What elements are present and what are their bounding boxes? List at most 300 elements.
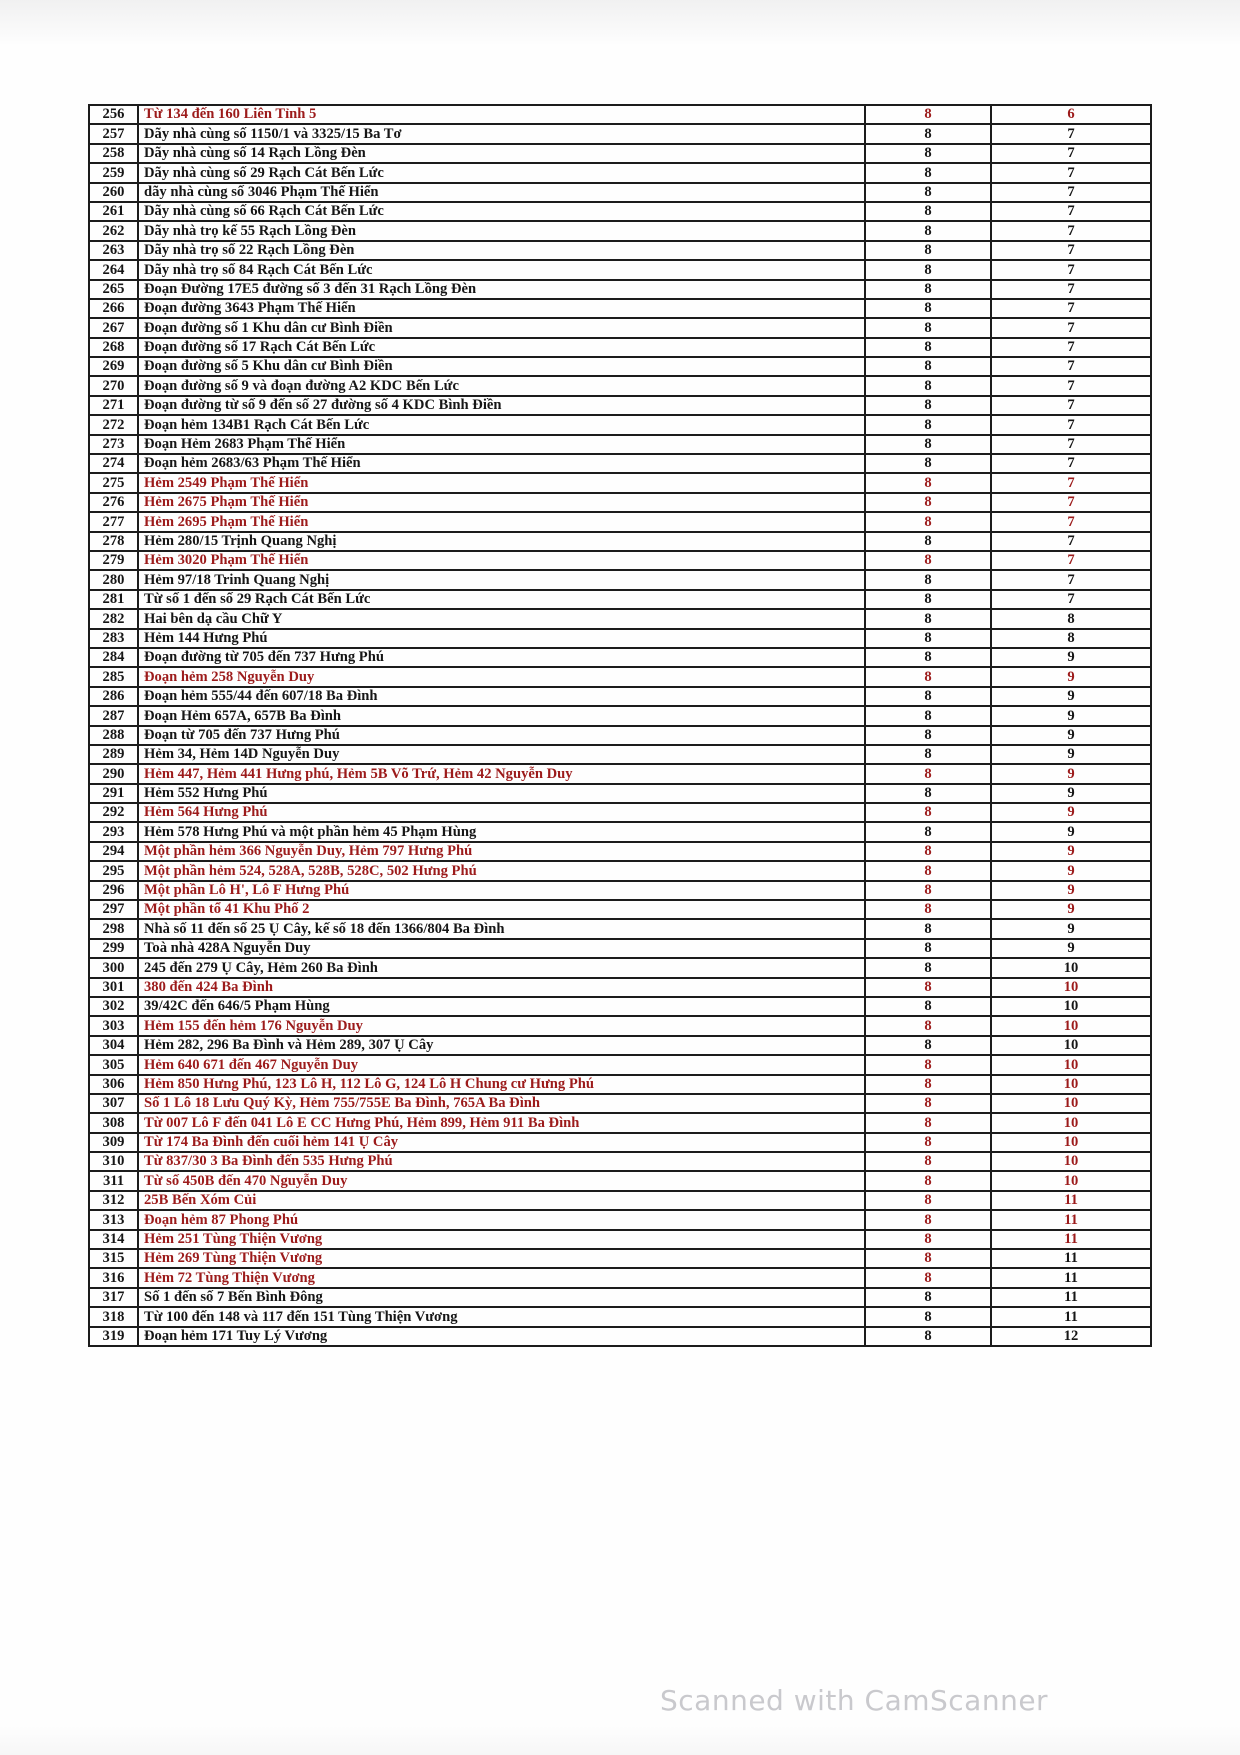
- table-row: [89, 1327, 1151, 1346]
- row-number-cell: 301: [89, 978, 138, 997]
- value1-cell: 8: [865, 1210, 991, 1229]
- table-row: [89, 260, 1151, 279]
- value1-cell: 8: [865, 473, 991, 492]
- street-description-cell: Đoạn hẻm 258 Nguyễn Duy: [138, 667, 865, 686]
- row-number-cell: 309: [89, 1133, 138, 1152]
- row-number-cell: 280: [89, 570, 138, 589]
- value1-cell: 8: [865, 551, 991, 570]
- value1-cell: 8: [865, 512, 991, 531]
- table-row: [89, 784, 1151, 803]
- table-row: [89, 861, 1151, 880]
- row-number-cell: 305: [89, 1055, 138, 1074]
- value1-cell: 8: [865, 144, 991, 163]
- row-number-cell: 261: [89, 202, 138, 221]
- value2-cell: 9: [991, 784, 1151, 803]
- street-description-cell: Hẻm 97/18 Trinh Quang Nghị: [138, 570, 865, 589]
- value1-cell: 8: [865, 299, 991, 318]
- value1-cell: 8: [865, 183, 991, 202]
- value2-cell: 10: [991, 1152, 1151, 1171]
- value1-cell: 8: [865, 221, 991, 240]
- value1-cell: 8: [865, 648, 991, 667]
- value1-cell: 8: [865, 822, 991, 841]
- table-row: [89, 1230, 1151, 1249]
- value1-cell: 8: [865, 861, 991, 880]
- value2-cell: 9: [991, 706, 1151, 725]
- value2-cell: 7: [991, 183, 1151, 202]
- row-number-cell: 282: [89, 609, 138, 628]
- table-row: [89, 1307, 1151, 1326]
- value2-cell: 7: [991, 396, 1151, 415]
- table-row: [89, 726, 1151, 745]
- row-number-cell: 303: [89, 1016, 138, 1035]
- row-number-cell: 290: [89, 764, 138, 783]
- row-number-cell: 307: [89, 1094, 138, 1113]
- street-description-cell: Hẻm 850 Hưng Phú, 123 Lô H, 112 Lô G, 124 Lô H Chung cư Hưng Phú: [138, 1075, 865, 1094]
- table-row: [89, 1016, 1151, 1035]
- value1-cell: 8: [865, 280, 991, 299]
- scan-shading-bottom: [0, 1725, 1240, 1755]
- table-row: [89, 706, 1151, 725]
- table-row: [89, 803, 1151, 822]
- street-description-cell: Đoạn đường số 5 Khu dân cư Bình Điền: [138, 357, 865, 376]
- street-description-cell: 25B Bến Xóm Củi: [138, 1191, 865, 1210]
- street-description-cell: Đoạn Hẻm 657A, 657B Ba Đình: [138, 706, 865, 725]
- table-row: [89, 1075, 1151, 1094]
- street-description-cell: Nhà số 11 đến số 25 Ụ Cây, kế số 18 đến 1366/804 Ba Đình: [138, 919, 865, 938]
- street-description-cell: Từ 837/30 3 Ba Đình đến 535 Hưng Phú: [138, 1152, 865, 1171]
- street-description-cell: Đoạn hẻm 171 Tuy Lý Vương: [138, 1327, 865, 1346]
- value1-cell: 8: [865, 376, 991, 395]
- value1-cell: 8: [865, 435, 991, 454]
- value2-cell: 7: [991, 241, 1151, 260]
- value2-cell: 10: [991, 1171, 1151, 1190]
- street-description-cell: Từ 100 đến 148 và 117 đến 151 Tùng Thiện Vương: [138, 1307, 865, 1326]
- street-description-cell: Đoạn hẻm 2683/63 Phạm Thế Hiển: [138, 454, 865, 473]
- value2-cell: 9: [991, 900, 1151, 919]
- table-row: [89, 512, 1151, 531]
- street-description-cell: Đoạn đường 3643 Phạm Thế Hiển: [138, 299, 865, 318]
- street-description-cell: Dãy nhà trọ kế 55 Rạch Lồng Đèn: [138, 221, 865, 240]
- row-number-cell: 274: [89, 454, 138, 473]
- value1-cell: 8: [865, 105, 991, 124]
- row-number-cell: 271: [89, 396, 138, 415]
- table-row: [89, 1036, 1151, 1055]
- value2-cell: 10: [991, 978, 1151, 997]
- table-row: [89, 124, 1151, 143]
- row-number-cell: 263: [89, 241, 138, 260]
- value2-cell: 9: [991, 939, 1151, 958]
- street-description-cell: Hẻm 251 Tùng Thiện Vương: [138, 1230, 865, 1249]
- street-description-cell: Hẻm 3020 Phạm Thế Hiển: [138, 551, 865, 570]
- row-number-cell: 302: [89, 997, 138, 1016]
- value1-cell: 8: [865, 260, 991, 279]
- row-number-cell: 259: [89, 163, 138, 182]
- table-row: [89, 1249, 1151, 1268]
- value2-cell: 7: [991, 221, 1151, 240]
- street-description-cell: Đoạn hẻm 555/44 đến 607/18 Ba Đình: [138, 687, 865, 706]
- table-row: [89, 280, 1151, 299]
- street-description-cell: Hẻm 269 Tùng Thiện Vương: [138, 1249, 865, 1268]
- value2-cell: 7: [991, 454, 1151, 473]
- value1-cell: 8: [865, 1075, 991, 1094]
- row-number-cell: 273: [89, 435, 138, 454]
- value1-cell: 8: [865, 415, 991, 434]
- value2-cell: 11: [991, 1268, 1151, 1287]
- value1-cell: 8: [865, 1268, 991, 1287]
- value2-cell: 11: [991, 1230, 1151, 1249]
- street-description-cell: Hẻm 578 Hưng Phú và một phần hẻm 45 Phạm Hùng: [138, 822, 865, 841]
- table-row: [89, 629, 1151, 648]
- value2-cell: 7: [991, 338, 1151, 357]
- value2-cell: 10: [991, 958, 1151, 977]
- value1-cell: 8: [865, 318, 991, 337]
- table-row: [89, 144, 1151, 163]
- street-description-cell: Từ 007 Lô F đến 041 Lô E CC Hưng Phú, Hẻm 899, Hẻm 911 Ba Đình: [138, 1113, 865, 1132]
- value1-cell: 8: [865, 978, 991, 997]
- value2-cell: 10: [991, 1094, 1151, 1113]
- row-number-cell: 293: [89, 822, 138, 841]
- row-number-cell: 275: [89, 473, 138, 492]
- row-number-cell: 298: [89, 919, 138, 938]
- value2-cell: 9: [991, 764, 1151, 783]
- street-description-cell: dãy nhà cùng số 3046 Phạm Thế Hiển: [138, 183, 865, 202]
- street-description-cell: Hẻm 72 Tùng Thiện Vương: [138, 1268, 865, 1287]
- value2-cell: 6: [991, 105, 1151, 124]
- value1-cell: 8: [865, 1171, 991, 1190]
- table-row: [89, 435, 1151, 454]
- value2-cell: 9: [991, 667, 1151, 686]
- row-number-cell: 318: [89, 1307, 138, 1326]
- table-row: [89, 396, 1151, 415]
- street-description-cell: Từ số 450B đến 470 Nguyễn Duy: [138, 1171, 865, 1190]
- row-number-cell: 296: [89, 881, 138, 900]
- street-description-cell: Số 1 đến số 7 Bến Bình Đông: [138, 1288, 865, 1307]
- value1-cell: 8: [865, 900, 991, 919]
- street-description-cell: Đoạn từ 705 đến 737 Hưng Phú: [138, 726, 865, 745]
- value1-cell: 8: [865, 454, 991, 473]
- row-number-cell: 272: [89, 415, 138, 434]
- value2-cell: 11: [991, 1249, 1151, 1268]
- street-description-cell: Hẻm 144 Hưng Phú: [138, 629, 865, 648]
- scan-shading-top: [0, 0, 1240, 46]
- street-description-cell: Số 1 Lô 18 Lưu Quý Kỳ, Hẻm 755/755E Ba Đình, 765A Ba Đình: [138, 1094, 865, 1113]
- table-row: [89, 1288, 1151, 1307]
- value2-cell: 9: [991, 919, 1151, 938]
- value1-cell: 8: [865, 124, 991, 143]
- value2-cell: 9: [991, 726, 1151, 745]
- street-description-cell: Hẻm 34, Hẻm 14D Nguyễn Duy: [138, 745, 865, 764]
- table-row: [89, 318, 1151, 337]
- row-number-cell: 279: [89, 551, 138, 570]
- value1-cell: 8: [865, 1307, 991, 1326]
- row-number-cell: 262: [89, 221, 138, 240]
- table-row: [89, 299, 1151, 318]
- value1-cell: 8: [865, 1152, 991, 1171]
- camscanner-watermark: Scanned with CamScanner: [660, 1684, 1049, 1717]
- table-row: [89, 939, 1151, 958]
- row-number-cell: 291: [89, 784, 138, 803]
- row-number-cell: 287: [89, 706, 138, 725]
- row-number-cell: 277: [89, 512, 138, 531]
- table-row: [89, 1152, 1151, 1171]
- value2-cell: 10: [991, 1113, 1151, 1132]
- value2-cell: 8: [991, 629, 1151, 648]
- table-row: [89, 822, 1151, 841]
- street-description-cell: Hẻm 564 Hưng Phú: [138, 803, 865, 822]
- value2-cell: 7: [991, 163, 1151, 182]
- row-number-cell: 257: [89, 124, 138, 143]
- value1-cell: 8: [865, 687, 991, 706]
- street-description-cell: Đoạn đường từ 705 đến 737 Hưng Phú: [138, 648, 865, 667]
- street-description-cell: 245 đến 279 Ụ Cây, Hẻm 260 Ba Đình: [138, 958, 865, 977]
- street-description-cell: Một phần Lô H', Lô F Hưng Phú: [138, 881, 865, 900]
- value2-cell: 11: [991, 1288, 1151, 1307]
- row-number-cell: 313: [89, 1210, 138, 1229]
- table-row: [89, 183, 1151, 202]
- table-row: [89, 493, 1151, 512]
- value2-cell: 7: [991, 512, 1151, 531]
- value2-cell: 7: [991, 435, 1151, 454]
- street-description-cell: Đoạn hẻm 134B1 Rạch Cát Bến Lức: [138, 415, 865, 434]
- table-row: [89, 997, 1151, 1016]
- value1-cell: 8: [865, 1094, 991, 1113]
- row-number-cell: 285: [89, 667, 138, 686]
- value2-cell: 7: [991, 415, 1151, 434]
- street-description-cell: Toà nhà 428A Nguyễn Duy: [138, 939, 865, 958]
- street-description-cell: Hai bên dạ cầu Chữ Y: [138, 609, 865, 628]
- row-number-cell: 295: [89, 861, 138, 880]
- value2-cell: 7: [991, 551, 1151, 570]
- street-description-cell: Một phần tổ 41 Khu Phố 2: [138, 900, 865, 919]
- street-description-cell: Một phần hẻm 366 Nguyễn Duy, Hẻm 797 Hưng Phú: [138, 842, 865, 861]
- value2-cell: 7: [991, 493, 1151, 512]
- row-number-cell: 256: [89, 105, 138, 124]
- value1-cell: 8: [865, 881, 991, 900]
- row-number-cell: 319: [89, 1327, 138, 1346]
- value1-cell: 8: [865, 919, 991, 938]
- value1-cell: 8: [865, 939, 991, 958]
- street-description-cell: Hẻm 155 đến hẻm 176 Nguyễn Duy: [138, 1016, 865, 1035]
- table-row: [89, 1171, 1151, 1190]
- row-number-cell: 314: [89, 1230, 138, 1249]
- value2-cell: 10: [991, 1036, 1151, 1055]
- value2-cell: 9: [991, 881, 1151, 900]
- value2-cell: 7: [991, 260, 1151, 279]
- row-number-cell: 270: [89, 376, 138, 395]
- street-description-cell: Hẻm 282, 296 Ba Đình và Hẻm 289, 307 Ụ Cây: [138, 1036, 865, 1055]
- value1-cell: 8: [865, 1016, 991, 1035]
- row-number-cell: 316: [89, 1268, 138, 1287]
- value2-cell: 11: [991, 1210, 1151, 1229]
- table-row: [89, 415, 1151, 434]
- row-number-cell: 317: [89, 1288, 138, 1307]
- value2-cell: 7: [991, 202, 1151, 221]
- value1-cell: 8: [865, 241, 991, 260]
- table-row: [89, 842, 1151, 861]
- row-number-cell: 267: [89, 318, 138, 337]
- value2-cell: 10: [991, 1016, 1151, 1035]
- table-row: [89, 570, 1151, 589]
- value2-cell: 9: [991, 687, 1151, 706]
- value2-cell: 7: [991, 124, 1151, 143]
- street-description-cell: Hẻm 280/15 Trịnh Quang Nghị: [138, 532, 865, 551]
- table-row: [89, 1055, 1151, 1074]
- table-row: [89, 881, 1151, 900]
- table-row: [89, 1133, 1151, 1152]
- row-number-cell: 304: [89, 1036, 138, 1055]
- value2-cell: 10: [991, 1133, 1151, 1152]
- row-number-cell: 294: [89, 842, 138, 861]
- table-row: [89, 687, 1151, 706]
- table-row: [89, 105, 1151, 124]
- row-number-cell: 265: [89, 280, 138, 299]
- street-description-cell: Dãy nhà trọ số 84 Rạch Cát Bến Lức: [138, 260, 865, 279]
- row-number-cell: 258: [89, 144, 138, 163]
- street-description-cell: 39/42C đến 646/5 Phạm Hùng: [138, 997, 865, 1016]
- value2-cell: 7: [991, 532, 1151, 551]
- value1-cell: 8: [865, 784, 991, 803]
- table-row: [89, 376, 1151, 395]
- row-number-cell: 286: [89, 687, 138, 706]
- table-row: [89, 609, 1151, 628]
- value1-cell: 8: [865, 1113, 991, 1132]
- row-number-cell: 308: [89, 1113, 138, 1132]
- value1-cell: 8: [865, 1055, 991, 1074]
- street-description-cell: Hẻm 2695 Phạm Thế Hiển: [138, 512, 865, 531]
- table-row: [89, 919, 1151, 938]
- table-row: [89, 473, 1151, 492]
- value2-cell: 7: [991, 357, 1151, 376]
- row-number-cell: 283: [89, 629, 138, 648]
- table-row: [89, 745, 1151, 764]
- value1-cell: 8: [865, 1249, 991, 1268]
- value2-cell: 9: [991, 861, 1151, 880]
- value1-cell: 8: [865, 726, 991, 745]
- street-description-cell: Đoạn đường từ số 9 đến số 27 đường số 4 KDC Bình Điền: [138, 396, 865, 415]
- row-number-cell: 300: [89, 958, 138, 977]
- row-number-cell: 315: [89, 1249, 138, 1268]
- street-description-cell: Hẻm 552 Hưng Phú: [138, 784, 865, 803]
- street-description-cell: Đoạn hẻm 87 Phong Phú: [138, 1210, 865, 1229]
- value1-cell: 8: [865, 667, 991, 686]
- value2-cell: 10: [991, 1055, 1151, 1074]
- value1-cell: 8: [865, 396, 991, 415]
- street-description-cell: Đoạn đường số 1 Khu dân cư Bình Điền: [138, 318, 865, 337]
- value1-cell: 8: [865, 570, 991, 589]
- table-row: [89, 1210, 1151, 1229]
- value2-cell: 9: [991, 842, 1151, 861]
- value1-cell: 8: [865, 357, 991, 376]
- row-number-cell: 299: [89, 939, 138, 958]
- value1-cell: 8: [865, 764, 991, 783]
- value2-cell: 11: [991, 1191, 1151, 1210]
- value2-cell: 9: [991, 822, 1151, 841]
- street-description-cell: Một phần hẻm 524, 528A, 528B, 528C, 502 Hưng Phú: [138, 861, 865, 880]
- street-list-table-body: [89, 105, 1151, 1346]
- value2-cell: 8: [991, 609, 1151, 628]
- value1-cell: 8: [865, 803, 991, 822]
- street-description-cell: Dãy nhà cùng số 1150/1 và 3325/15 Ba Tơ: [138, 124, 865, 143]
- table-row: [89, 958, 1151, 977]
- value2-cell: 7: [991, 318, 1151, 337]
- table-row: [89, 764, 1151, 783]
- value2-cell: 7: [991, 376, 1151, 395]
- row-number-cell: 269: [89, 357, 138, 376]
- street-description-cell: Từ 134 đến 160 Liên Tỉnh 5: [138, 105, 865, 124]
- value2-cell: 12: [991, 1327, 1151, 1346]
- value1-cell: 8: [865, 706, 991, 725]
- value1-cell: 8: [865, 745, 991, 764]
- value1-cell: 8: [865, 997, 991, 1016]
- street-description-cell: Từ 174 Ba Đình đến cuối hẻm 141 Ụ Cây: [138, 1133, 865, 1152]
- table-row: [89, 454, 1151, 473]
- row-number-cell: 260: [89, 183, 138, 202]
- table-row: [89, 221, 1151, 240]
- table-row: [89, 1268, 1151, 1287]
- street-description-cell: Đoạn Hẻm 2683 Phạm Thế Hiển: [138, 435, 865, 454]
- value2-cell: 7: [991, 570, 1151, 589]
- street-description-cell: Hẻm 2675 Phạm Thế Hiển: [138, 493, 865, 512]
- value1-cell: 8: [865, 532, 991, 551]
- street-description-cell: Đoạn đường số 17 Rạch Cát Bến Lức: [138, 338, 865, 357]
- value1-cell: 8: [865, 1191, 991, 1210]
- table-row: [89, 1191, 1151, 1210]
- row-number-cell: 288: [89, 726, 138, 745]
- table-row: [89, 978, 1151, 997]
- street-description-cell: Dãy nhà trọ số 22 Rạch Lồng Đèn: [138, 241, 865, 260]
- row-number-cell: 276: [89, 493, 138, 512]
- street-description-cell: Đoạn Đường 17E5 đường số 3 đến 31 Rạch Lồng Đèn: [138, 280, 865, 299]
- row-number-cell: 297: [89, 900, 138, 919]
- value1-cell: 8: [865, 338, 991, 357]
- row-number-cell: 289: [89, 745, 138, 764]
- row-number-cell: 266: [89, 299, 138, 318]
- street-description-cell: Từ số 1 đến số 29 Rạch Cát Bến Lức: [138, 590, 865, 609]
- row-number-cell: 292: [89, 803, 138, 822]
- street-description-cell: Dãy nhà cùng số 14 Rạch Lồng Đèn: [138, 144, 865, 163]
- table-row: [89, 900, 1151, 919]
- row-number-cell: 268: [89, 338, 138, 357]
- table-row: [89, 241, 1151, 260]
- value1-cell: 8: [865, 609, 991, 628]
- table-row: [89, 551, 1151, 570]
- row-number-cell: 264: [89, 260, 138, 279]
- value2-cell: 7: [991, 299, 1151, 318]
- row-number-cell: 311: [89, 1171, 138, 1190]
- value1-cell: 8: [865, 958, 991, 977]
- value2-cell: 11: [991, 1307, 1151, 1326]
- value1-cell: 8: [865, 1036, 991, 1055]
- table-row: [89, 202, 1151, 221]
- table-row: [89, 1113, 1151, 1132]
- street-description-cell: Dãy nhà cùng số 29 Rạch Cát Bến Lức: [138, 163, 865, 182]
- row-number-cell: 306: [89, 1075, 138, 1094]
- street-description-cell: Hẻm 447, Hẻm 441 Hưng phú, Hẻm 5B Võ Trứ, Hẻm 42 Nguyễn Duy: [138, 764, 865, 783]
- row-number-cell: 310: [89, 1152, 138, 1171]
- table-row: [89, 667, 1151, 686]
- value2-cell: 10: [991, 1075, 1151, 1094]
- table-row: [89, 648, 1151, 667]
- value1-cell: 8: [865, 493, 991, 512]
- row-number-cell: 284: [89, 648, 138, 667]
- table-row: [89, 1094, 1151, 1113]
- row-number-cell: 281: [89, 590, 138, 609]
- table-row: [89, 163, 1151, 182]
- table-row: [89, 338, 1151, 357]
- street-description-cell: Đoạn đường số 9 và đoạn đường A2 KDC Bến Lức: [138, 376, 865, 395]
- street-description-cell: 380 đến 424 Ba Đình: [138, 978, 865, 997]
- street-description-cell: Hẻm 2549 Phạm Thế Hiển: [138, 473, 865, 492]
